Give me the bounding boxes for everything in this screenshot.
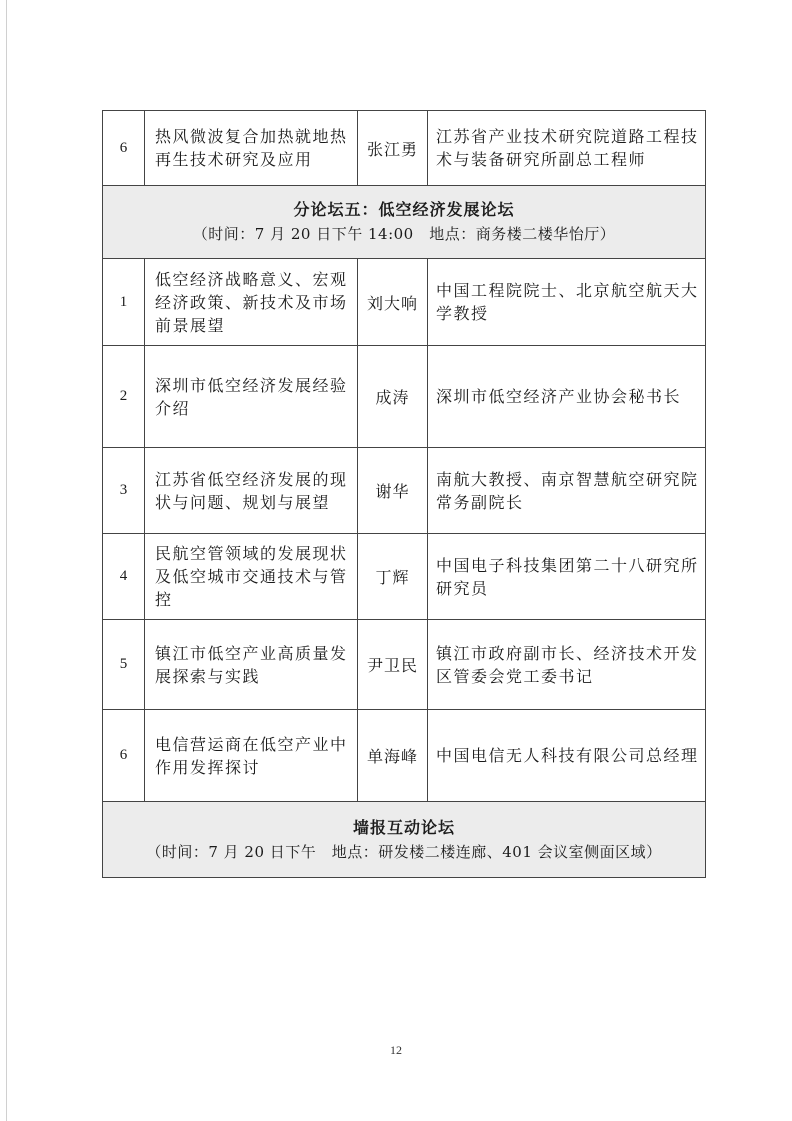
speaker-affiliation: 中国电信无人科技有限公司总经理	[428, 710, 706, 802]
forum-header	[103, 186, 706, 259]
speaker-affiliation: 江苏省产业技术研究院道路工程技术与装备研究所副总工程师	[428, 111, 706, 186]
row-number: 2	[103, 346, 145, 448]
page-edge-line	[6, 0, 7, 1121]
table-row	[103, 346, 706, 448]
talk-topic: 民航空管领域的发展现状及低空城市交通技术与管控	[145, 534, 358, 620]
row-number: 6	[103, 710, 145, 802]
row-number: 6	[103, 111, 145, 186]
row-number: 1	[103, 259, 145, 346]
speaker-affiliation: 中国电子科技集团第二十八研究所研究员	[428, 534, 706, 620]
row-number: 4	[103, 534, 145, 620]
speaker-name: 张江勇	[358, 111, 428, 186]
row-number: 3	[103, 448, 145, 534]
talk-topic: 电信营运商在低空产业中作用发挥探讨	[145, 710, 358, 802]
row-number: 5	[103, 620, 145, 710]
speaker-name: 尹卫民	[358, 620, 428, 710]
speaker-affiliation: 深圳市低空经济产业协会秘书长	[428, 346, 706, 448]
forum-time-location: （时间：7 月 20 日下午 14:00 地点：商务楼二楼华怡厅）	[192, 225, 616, 243]
table-row	[103, 620, 706, 710]
speaker-affiliation: 镇江市政府副市长、经济技术开发区管委会党工委书记	[428, 620, 706, 710]
talk-topic: 深圳市低空经济发展经验介绍	[145, 346, 358, 448]
talk-topic: 热风微波复合加热就地热再生技术研究及应用	[145, 111, 358, 186]
table-row	[103, 111, 706, 186]
forum-title: 分论坛五：低空经济发展论坛	[293, 200, 515, 219]
forum-time-location: （时间：7 月 20 日下午 地点：研发楼二楼连廊、401 会议室侧面区域）	[146, 842, 662, 861]
forum-title: 墙报互动论坛	[352, 817, 455, 837]
talk-topic: 江苏省低空经济发展的现状与问题、规划与展望	[145, 448, 358, 534]
speaker-affiliation: 南航大教授、南京智慧航空研究院常务副院长	[428, 448, 706, 534]
forum-header	[103, 802, 706, 878]
speaker-name: 成涛	[358, 346, 428, 448]
agenda-table	[102, 110, 706, 878]
speaker-name: 刘大响	[358, 259, 428, 346]
speaker-affiliation: 中国工程院院士、北京航空航天大学教授	[428, 259, 706, 346]
talk-topic: 镇江市低空产业高质量发展探索与实践	[145, 620, 358, 710]
speaker-name: 丁辉	[358, 534, 428, 620]
speaker-name: 谢华	[358, 448, 428, 534]
table-row	[103, 710, 706, 802]
table-row	[103, 534, 706, 620]
table-row	[103, 259, 706, 346]
table-row	[103, 448, 706, 534]
talk-topic: 低空经济战略意义、宏观经济政策、新技术及市场前景展望	[145, 259, 358, 346]
speaker-name: 单海峰	[358, 710, 428, 802]
page-number: 12	[390, 1043, 402, 1057]
